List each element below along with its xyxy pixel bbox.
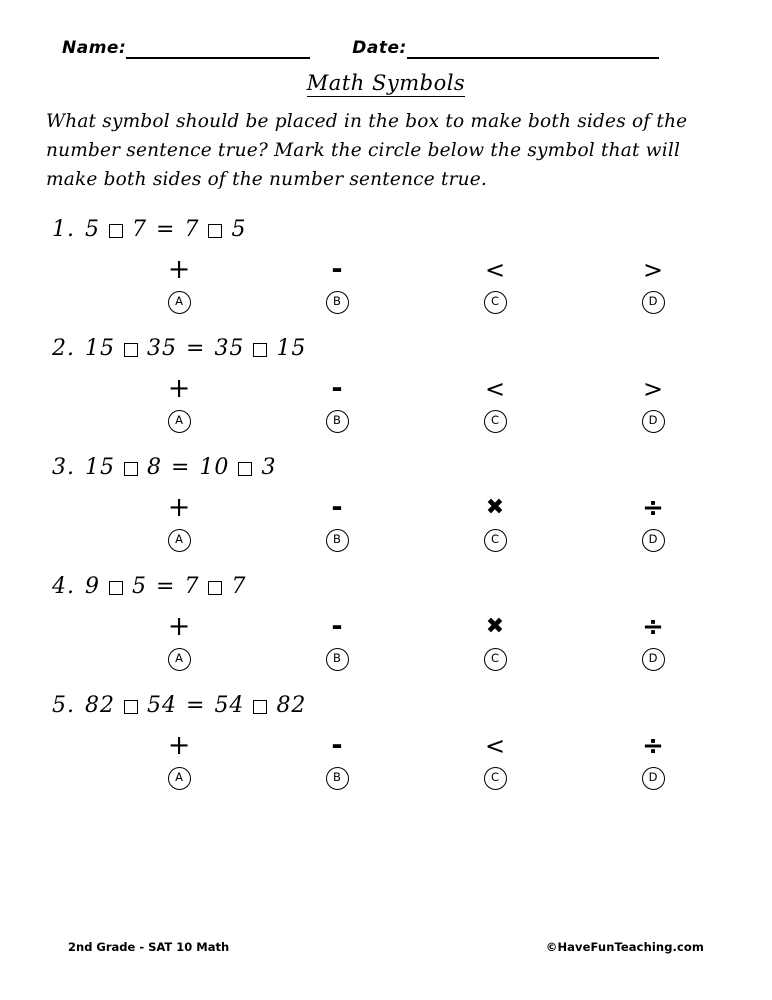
operand-right-2: 3 [261, 455, 277, 481]
choice-bubble-a[interactable]: A [168, 291, 191, 314]
operand-right-1: 54 [214, 693, 245, 719]
choice-option[interactable] [258, 374, 416, 433]
choice-bubble-a[interactable]: A [168, 410, 191, 433]
choice-symbol: + [167, 253, 191, 285]
choice-option[interactable] [574, 255, 732, 314]
choice-option[interactable] [100, 255, 258, 314]
choice-bubble-a[interactable]: A [168, 529, 191, 552]
choice-option[interactable] [100, 612, 258, 671]
choice-symbol: > [642, 255, 664, 284]
choice-symbol: < [484, 255, 506, 284]
choice-option[interactable] [574, 374, 732, 433]
choice-bubble-d[interactable]: D [642, 767, 665, 790]
page-footer [0, 940, 772, 954]
equals-sign: = [186, 336, 206, 362]
answer-box[interactable] [124, 462, 138, 476]
operand-left-1: 15 [85, 336, 115, 362]
choice-symbol: ÷ [642, 611, 664, 642]
question-number: 3. [52, 455, 75, 481]
answer-box[interactable] [124, 343, 138, 357]
choice-option[interactable] [100, 493, 258, 552]
question-expression [85, 574, 246, 599]
choice-row [48, 731, 732, 790]
question-number: 5. [52, 693, 75, 719]
choice-bubble-b[interactable]: B [326, 291, 349, 314]
choice-symbol: - [331, 610, 343, 642]
name-write-line[interactable] [126, 41, 310, 59]
choice-symbol: + [167, 610, 191, 642]
choice-option[interactable] [100, 731, 258, 790]
date-field[interactable] [352, 38, 659, 59]
question-expression [85, 455, 276, 480]
directions-text: What symbol should be placed in the box to make both sides of the number sentence true? Mark the circle below the symbol that will make both sides of the number sentence true. [46, 111, 688, 191]
choice-symbol: ÷ [642, 492, 664, 523]
choice-symbol: - [331, 372, 343, 404]
question-statement [48, 213, 732, 247]
question-statement [48, 689, 732, 723]
operand-left-2: 5 [132, 574, 147, 600]
operand-left-2: 35 [147, 336, 177, 362]
question-statement [48, 332, 732, 366]
choice-option[interactable] [258, 255, 416, 314]
choice-option[interactable] [574, 493, 732, 552]
choice-bubble-d[interactable]: D [642, 529, 665, 552]
operand-left-1: 15 [85, 455, 115, 481]
equals-sign: = [186, 693, 206, 719]
choice-symbol: - [331, 729, 343, 761]
choice-symbol: - [331, 491, 343, 523]
date-write-line[interactable] [407, 41, 659, 59]
choice-symbol: - [331, 253, 343, 285]
answer-box[interactable] [109, 224, 123, 238]
operand-left-1: 82 [85, 693, 115, 719]
choice-symbol: ✖ [485, 613, 505, 639]
footer-grade-label: 2nd Grade - SAT 10 Math [68, 940, 230, 954]
operand-left-1: 5 [85, 217, 100, 243]
footer-credit: ©HaveFunTeaching.com [545, 940, 704, 954]
choice-row [48, 374, 732, 433]
choice-symbol: ✖ [485, 494, 505, 520]
choice-bubble-c[interactable]: C [484, 529, 507, 552]
operand-right-2: 82 [276, 693, 307, 719]
choice-symbol: + [167, 491, 191, 523]
choice-symbol: < [484, 731, 506, 760]
question-number: 4. [52, 574, 75, 600]
operand-left-2: 54 [147, 693, 177, 719]
name-field[interactable] [62, 38, 310, 59]
choice-symbol: ÷ [642, 730, 664, 761]
question-item [48, 213, 732, 314]
choice-option[interactable] [574, 612, 732, 671]
choice-option[interactable] [258, 731, 416, 790]
question-statement [48, 570, 732, 604]
choice-option[interactable] [258, 612, 416, 671]
operand-left-1: 9 [85, 574, 100, 600]
choice-symbol: > [642, 374, 664, 403]
answer-box[interactable] [253, 343, 267, 357]
questions-list [40, 213, 732, 790]
choice-symbol: + [167, 729, 191, 761]
choice-bubble-c[interactable]: C [484, 767, 507, 790]
choice-bubble-a[interactable]: A [168, 767, 191, 790]
student-info-row [40, 0, 732, 59]
operand-right-2: 7 [231, 574, 247, 600]
choice-row [48, 493, 732, 552]
answer-box[interactable] [109, 581, 123, 595]
choice-option[interactable] [258, 493, 416, 552]
operand-right-2: 15 [276, 336, 307, 362]
question-statement [48, 451, 732, 485]
question-item [48, 689, 732, 790]
choice-bubble-b[interactable]: B [326, 648, 349, 671]
equals-sign: = [171, 455, 191, 481]
question-expression [85, 217, 246, 242]
choice-bubble-b[interactable]: B [326, 767, 349, 790]
choice-bubble-d[interactable]: D [642, 291, 665, 314]
answer-box[interactable] [124, 700, 138, 714]
operand-left-2: 7 [132, 217, 147, 243]
question-item [48, 332, 732, 433]
question-number: 2. [52, 336, 75, 362]
equals-sign: = [156, 217, 176, 243]
choice-row [48, 255, 732, 314]
operand-right-1: 10 [199, 455, 230, 481]
operand-right-2: 5 [231, 217, 247, 243]
choice-bubble-b[interactable]: B [326, 529, 349, 552]
choice-symbol: < [484, 374, 506, 403]
choice-bubble-d[interactable]: D [642, 410, 665, 433]
choice-bubble-d[interactable]: D [642, 648, 665, 671]
question-number: 1. [52, 217, 75, 243]
question-item [48, 570, 732, 671]
choice-option[interactable] [100, 374, 258, 433]
answer-box[interactable] [208, 581, 222, 595]
choice-option[interactable] [416, 493, 574, 552]
choice-option[interactable] [416, 731, 574, 790]
name-label: Name: [62, 38, 127, 58]
answer-box[interactable] [253, 700, 267, 714]
question-expression [85, 336, 306, 361]
page-title [40, 71, 732, 95]
date-label: Date: [352, 38, 407, 58]
operand-right-1: 7 [184, 574, 200, 600]
choice-bubble-b[interactable]: B [326, 410, 349, 433]
choice-bubble-c[interactable]: C [484, 648, 507, 671]
equals-sign: = [156, 574, 176, 600]
choice-bubble-c[interactable]: C [484, 410, 507, 433]
choice-bubble-a[interactable]: A [168, 648, 191, 671]
answer-box[interactable] [208, 224, 222, 238]
page-title-text: Math Symbols [306, 71, 466, 95]
choice-bubble-c[interactable]: C [484, 291, 507, 314]
choice-option[interactable] [574, 731, 732, 790]
operand-right-1: 7 [184, 217, 200, 243]
choice-option[interactable] [416, 612, 574, 671]
choice-option[interactable] [416, 374, 574, 433]
question-item [48, 451, 732, 552]
choice-row [48, 612, 732, 671]
choice-symbol: + [167, 372, 191, 404]
operand-left-2: 8 [147, 455, 162, 481]
question-expression [85, 693, 306, 718]
answer-box[interactable] [238, 462, 252, 476]
operand-right-1: 35 [214, 336, 245, 362]
choice-option[interactable] [416, 255, 574, 314]
